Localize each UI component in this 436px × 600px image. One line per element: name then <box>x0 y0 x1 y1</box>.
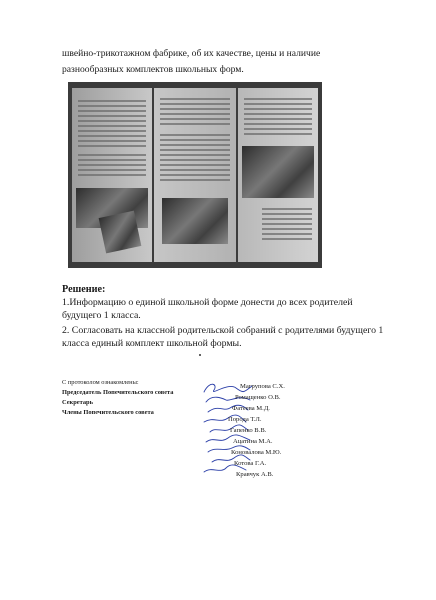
signatory-name-5: Гапенко В.В. <box>230 427 267 434</box>
signatory-name-3: Фатеева М.Д. <box>232 405 270 412</box>
decision-item-1: 1.Информацию о единой школьной форме донести до всех родителей <box>62 297 353 308</box>
brochure-image <box>242 146 314 198</box>
signatory-name-2: Ромащенко О.В. <box>235 394 281 401</box>
brochure-image <box>162 198 228 244</box>
role-members: Члены Попечительского совета <box>62 409 154 416</box>
intro-line-1: швейно-трикотажном фабрике, об их качестве, цены и наличие <box>62 48 321 59</box>
signatory-name-9: Кравчук А.В. <box>236 471 274 478</box>
brochure-text-block <box>160 134 230 184</box>
brochure-text-block <box>78 100 146 150</box>
acknowledged-label: С протоколом ознакомлены: <box>62 379 139 386</box>
brochure-middle-panel <box>154 88 236 262</box>
decision-heading: Решение: <box>62 284 106 295</box>
brochure-text-block <box>244 98 312 138</box>
brochure-photo <box>68 82 322 268</box>
brochure-right-panel <box>238 88 318 262</box>
brochure-text-block <box>262 208 312 243</box>
signatory-name-6: Ацатина М.А. <box>233 438 273 445</box>
brochure-image <box>99 211 142 254</box>
signatory-name-8: Котова Г.А. <box>234 460 267 467</box>
brochure-text-block <box>160 98 230 128</box>
signatory-name-7: Коновалова М.Ю. <box>231 449 282 456</box>
brochure-text-block <box>78 154 146 179</box>
intro-line-2: разнообразных комплектов школьных форм. <box>62 64 244 75</box>
decision-item-2-cont: класса единый комплект школьной формы. <box>62 338 242 349</box>
stray-dot <box>199 354 201 356</box>
brochure-left-panel <box>72 88 152 262</box>
signatory-name-1: Магрупова С.Х. <box>240 383 285 390</box>
signatory-name-4: Порода Т.Л. <box>228 416 262 423</box>
decision-item-2: 2. Согласовать на классной родительской собраний с родителями будущего 1 <box>62 325 384 336</box>
role-secretary: Секретарь <box>62 399 93 406</box>
decision-item-1-cont: будущего 1 класса. <box>62 310 141 321</box>
role-chairman: Председатель Попечительского совета <box>62 389 174 396</box>
